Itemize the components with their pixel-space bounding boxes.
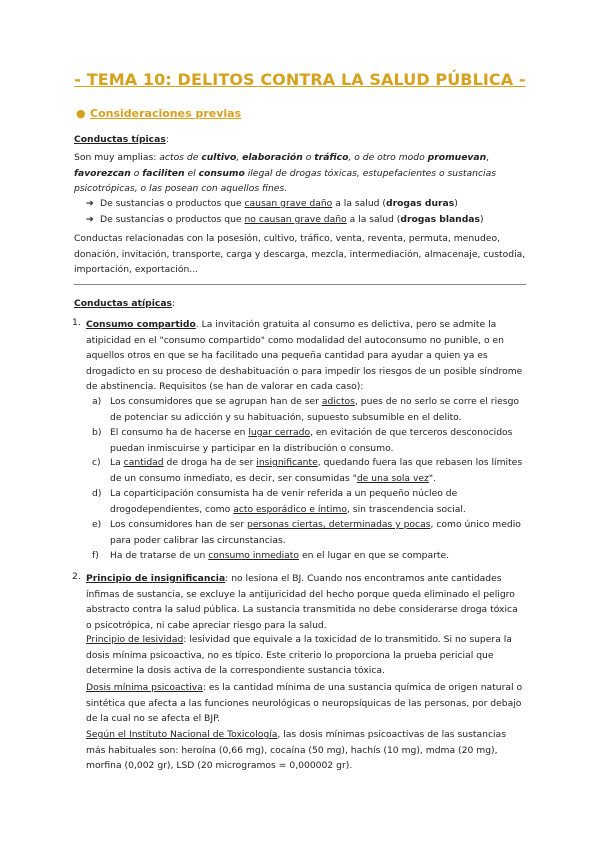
tipicas-related: Conductas relacionadas con la posesión, cultivo, tráfico, venta, reventa, permuta, menudeo, donación, invitación, transporte, carga y descarga, mezcla, intermediación, almacenaje, custodia, importación, exportación... xyxy=(74,233,526,275)
list-item-blandas: ➔ De sustancias o productos que no causan grave daño a la salud (drogas blandas) xyxy=(86,212,526,228)
item-insignificancia: Principio de insignificancia: no lesiona el BJ. Cuando nos encontramos ante cantidades ínfimas de sustancia, se excluye la antijuricidad del hecho porque queda eliminado el peligro abstracto contra la salud pública. La sustancia transmitida no debe considerarse droga tóxica o psicotrópica, ni cabe apreciar riesgo para la salud. xyxy=(86,573,518,631)
divider xyxy=(74,284,526,285)
requisito-c: c) La cantidad de droga ha de ser insignificante, quedando fuera las que rebasen los límites de un consumo inmediato, es decir, ser consumidas "de una sola vez". xyxy=(92,457,523,484)
requisito-d: d) La coparticipación consumista ha de venir referida a un pequeño núcleo de drogodependientes, como acto esporádico e íntimo, sin trascendencia social. xyxy=(92,488,466,515)
item-number: 1. xyxy=(72,317,81,328)
requisito-e: e) Los consumidores han de ser personas ciertas, determinadas y pocas, como único medio para poder calibrar las circunstancias. xyxy=(92,519,521,546)
principio-lesividad: Principio de lesividad: lesividad que equivale a la toxicidad de lo transmitido. Si no supera la dosis mínima psicoactiva, no es típico. Este criterio lo proporciona la prueba pericial que determine la dosis activa de la correspondiente sustancia tóxica. xyxy=(86,634,512,676)
item-consumo-compartido: Consumo compartido. La invitación gratuita al consumo es delictiva, pero se admite la atipicidad en el "consumo compartido" como modalidad del autoconsumo no punible, o en aquellos otros en que se ha facilitado una pequeña cantidad para ayudar a quien ya es drogadicto en su proceso de deshabituación o para impedir los riesgos de un posible síndrome de abstinencia. Requisitos (se han de valorar en cada caso): xyxy=(86,319,523,392)
tipicas-intro: Son muy amplias: actos de cultivo, elaboración o tráfico, o de otro modo promuevan, favorezcan o faciliten el consumo ilegal de drogas tóxicas, estupefacientes o sustancias psicotrópicas, o las posean con aquellos fines. xyxy=(74,152,496,194)
bullet-icon: ● xyxy=(76,107,86,120)
dosis-minima: Dosis mínima psicoactiva: es la cantidad mínima de una sustancia química de origen natural o sintética que afecta a las funciones neurológicas o neuropsíquicas de las personas, por debajo de la cual no se afecta el BJP. xyxy=(86,682,523,724)
list-item-duras: ➔ De sustancias o productos que causan grave daño a la salud (drogas duras) xyxy=(86,196,526,212)
instituto-toxicologia: Según el Instituto Nacional de Toxicología, las dosis mínimas psicoactivas de las sustancias más habituales son: heroína (0,66 mg), cocaína (50 mg), hachís (10 mg), mdma (20 mg), morfina (0,002 gr), LSD (20 microgramos = 0,000002 gr). xyxy=(86,729,506,771)
atipicas-heading: Conductas atípicas: xyxy=(74,298,176,309)
requisito-b: b) El consumo ha de hacerse en lugar cerrado, en evitación de que terceros desconocidos puedan inmiscuirse y participar en la distribución o consumo. xyxy=(92,427,513,454)
arrow-icon: ➔ xyxy=(86,198,94,209)
requisito-f: f) Ha de tratarse de un consumo inmediato en el lugar en que se comparte. xyxy=(92,550,450,561)
requisito-a: a) Los consumidores que se agrupan han de ser adictos, pues de no serlo se corre el riesgo de potenciar su adicción y su habituación, supuesto subsumible en el delito. xyxy=(92,396,520,423)
section-heading xyxy=(76,107,241,120)
section-label: Consideraciones previas xyxy=(90,107,242,120)
tipicas-heading: Conductas típicas: xyxy=(74,134,169,145)
page-title: - TEMA 10: DELITOS CONTRA LA SALUD PÚBLICA - xyxy=(74,70,526,89)
item-number: 2. xyxy=(72,571,81,582)
arrow-icon: ➔ xyxy=(86,214,94,225)
